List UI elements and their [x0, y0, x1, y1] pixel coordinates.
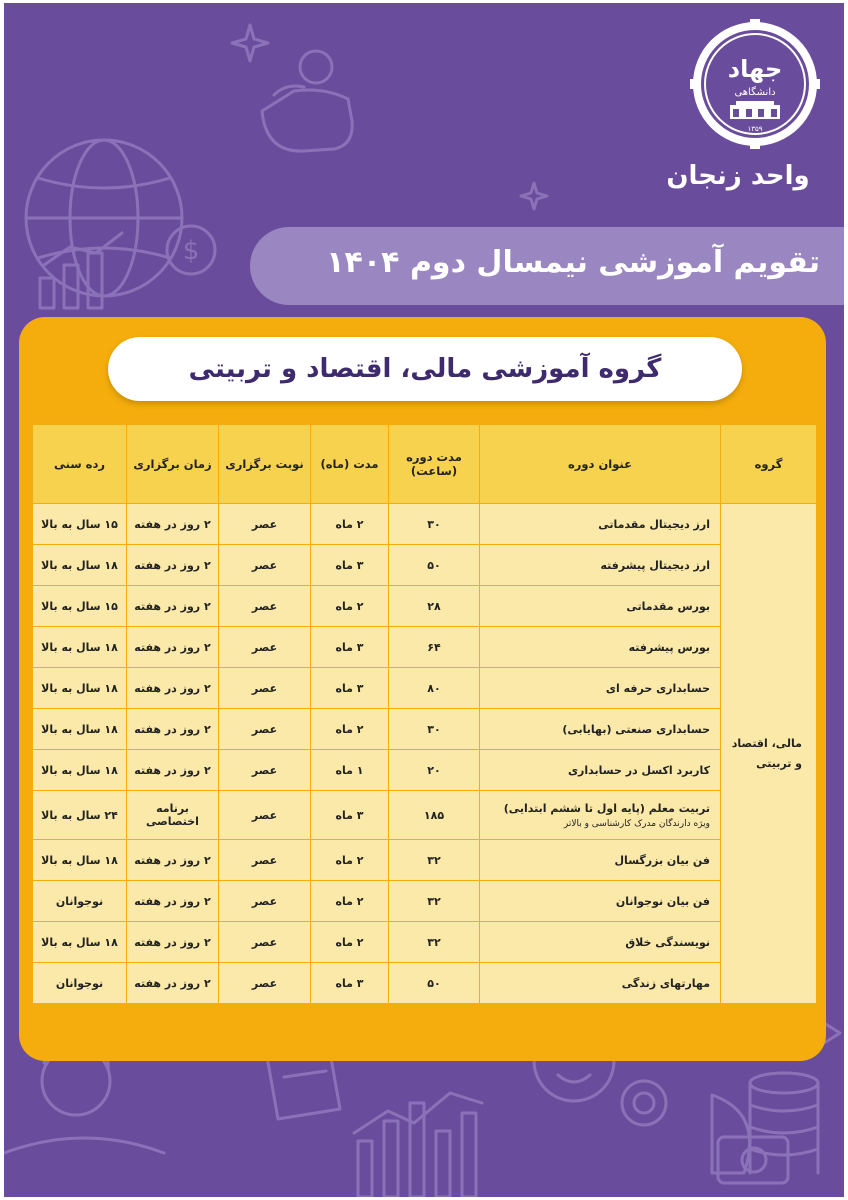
months-cell: ۲ ماه — [311, 922, 389, 963]
months-cell: ۳ ماه — [311, 545, 389, 586]
schedule-cell: ۲ روز در هفته — [127, 922, 219, 963]
table-row — [33, 545, 817, 586]
age-cell: نوجوانان — [33, 963, 127, 1004]
age-cell: نوجوانان — [33, 881, 127, 922]
course-title: مهارتهای زندگی — [480, 963, 721, 1004]
table-row — [33, 504, 817, 545]
table-row — [33, 750, 817, 791]
hours-cell: ۵۰ — [389, 963, 480, 1004]
svg-text:$: $ — [182, 236, 200, 266]
shift-cell: عصر — [219, 750, 311, 791]
hours-cell: ۶۴ — [389, 627, 480, 668]
schedule-cell: برنامه اختصاصی — [127, 791, 219, 840]
course-table — [32, 424, 817, 1004]
table-row — [33, 668, 817, 709]
poster — [4, 3, 844, 1197]
schedule-cell: ۲ روز در هفته — [127, 627, 219, 668]
header-group: گروه — [721, 425, 817, 504]
wallet-icon — [262, 51, 352, 151]
age-cell: ۱۸ سال به بالا — [33, 627, 127, 668]
age-cell: ۱۵ سال به بالا — [33, 504, 127, 545]
course-title: ارز دیجیتال پیشرفته — [480, 545, 721, 586]
svg-text:۱۳۵۹: ۱۳۵۹ — [747, 125, 763, 133]
table-row — [33, 963, 817, 1004]
shift-cell: عصر — [219, 668, 311, 709]
page-title: تقویم آموزشی نیمسال دوم ۱۴۰۴ — [326, 245, 820, 280]
star-icon — [232, 25, 547, 209]
table-row — [33, 881, 817, 922]
header-course: عنوان دوره — [480, 425, 721, 504]
months-cell: ۲ ماه — [311, 504, 389, 545]
months-cell: ۲ ماه — [311, 881, 389, 922]
schedule-cell: ۲ روز در هفته — [127, 963, 219, 1004]
months-cell: ۱ ماه — [311, 750, 389, 791]
schedule-cell: ۲ روز در هفته — [127, 586, 219, 627]
course-title: حسابداری صنعتی (بهایابی) — [480, 709, 721, 750]
course-title: بورس مقدماتی — [480, 586, 721, 627]
course-title: نویسندگی خلاق — [480, 922, 721, 963]
shift-cell: عصر — [219, 586, 311, 627]
table-row — [33, 840, 817, 881]
shift-cell: عصر — [219, 504, 311, 545]
months-cell: ۲ ماه — [311, 586, 389, 627]
hours-cell: ۳۰ — [389, 504, 480, 545]
header-age: رده سنی — [33, 425, 127, 504]
target-icon — [622, 1081, 666, 1125]
hours-cell: ۱۸۵ — [389, 791, 480, 840]
shift-cell: عصر — [219, 881, 311, 922]
course-title: فن بیان نوجوانان — [480, 881, 721, 922]
schedule-cell: ۲ روز در هفته — [127, 668, 219, 709]
table-row — [33, 586, 817, 627]
hours-cell: ۲۸ — [389, 586, 480, 627]
shift-cell: عصر — [219, 840, 311, 881]
hours-cell: ۲۰ — [389, 750, 480, 791]
months-cell: ۲ ماه — [311, 709, 389, 750]
course-title: تربیت معلم (پایه اول تا ششم ابتدایی) — [503, 801, 710, 815]
months-cell: ۳ ماه — [311, 627, 389, 668]
months-cell: ۳ ماه — [311, 791, 389, 840]
table-header-row — [33, 425, 817, 504]
group-cell: مالی، اقتصاد و تربیتی — [721, 504, 817, 1004]
age-cell: ۲۴ سال به بالا — [33, 791, 127, 840]
shift-cell: عصر — [219, 545, 311, 586]
course-title: کاربرد اکسل در حسابداری — [480, 750, 721, 791]
schedule-cell: ۲ روز در هفته — [127, 750, 219, 791]
age-cell: ۱۸ سال به بالا — [33, 709, 127, 750]
hours-cell: ۳۲ — [389, 922, 480, 963]
table-row — [33, 709, 817, 750]
age-cell: ۱۸ سال به بالا — [33, 840, 127, 881]
course-panel — [19, 317, 826, 1061]
title-banner — [250, 227, 844, 305]
months-cell: ۲ ماه — [311, 840, 389, 881]
header-schedule: زمان برگزاری — [127, 425, 219, 504]
table-row — [33, 791, 817, 840]
age-cell: ۱۵ سال به بالا — [33, 586, 127, 627]
course-note: ویژه دارندگان مدرک کارشناسی و بالاتر — [563, 818, 710, 829]
months-cell: ۳ ماه — [311, 963, 389, 1004]
table-row — [33, 922, 817, 963]
hours-cell: ۳۲ — [389, 840, 480, 881]
shift-cell: عصر — [219, 963, 311, 1004]
hours-cell: ۸۰ — [389, 668, 480, 709]
age-cell: ۱۸ سال به بالا — [33, 922, 127, 963]
header-hours: مدت دوره (ساعت) — [389, 425, 480, 504]
course-title: حسابداری حرفه ای — [480, 668, 721, 709]
hours-cell: ۳۲ — [389, 881, 480, 922]
schedule-cell: ۲ روز در هفته — [127, 545, 219, 586]
table-row — [33, 627, 817, 668]
schedule-cell: ۲ روز در هفته — [127, 709, 219, 750]
schedule-cell: ۲ روز در هفته — [127, 881, 219, 922]
globe-icon — [26, 140, 182, 296]
schedule-cell: ۲ روز در هفته — [127, 504, 219, 545]
age-cell: ۱۸ سال به بالا — [33, 545, 127, 586]
shift-cell: عصر — [219, 709, 311, 750]
growth-chart-icon — [354, 1093, 482, 1197]
course-title: ارز دیجیتال مقدماتی — [480, 504, 721, 545]
course-title-cell — [480, 791, 721, 840]
shift-cell: عصر — [219, 791, 311, 840]
shift-cell: عصر — [219, 922, 311, 963]
group-title: گروه آموزشی مالی، اقتصاد و تربیتی — [108, 337, 742, 401]
course-title: فن بیان بزرگسال — [480, 840, 721, 881]
age-cell: ۱۸ سال به بالا — [33, 668, 127, 709]
header-shift: نوبت برگزاری — [219, 425, 311, 504]
svg-text:جهاد: جهاد — [727, 55, 783, 83]
banknote-icon — [718, 1137, 788, 1183]
schedule-cell: ۲ روز در هفته — [127, 840, 219, 881]
svg-text:دانشگاهی: دانشگاهی — [734, 87, 776, 98]
unit-name: واحد زنجان — [666, 161, 810, 191]
months-cell: ۳ ماه — [311, 668, 389, 709]
course-title: بورس پیشرفته — [480, 627, 721, 668]
hours-cell: ۵۰ — [389, 545, 480, 586]
jahad-logo — [690, 19, 820, 149]
hours-cell: ۳۰ — [389, 709, 480, 750]
header-months: مدت (ماه) — [311, 425, 389, 504]
shift-cell: عصر — [219, 627, 311, 668]
age-cell: ۱۸ سال به بالا — [33, 750, 127, 791]
